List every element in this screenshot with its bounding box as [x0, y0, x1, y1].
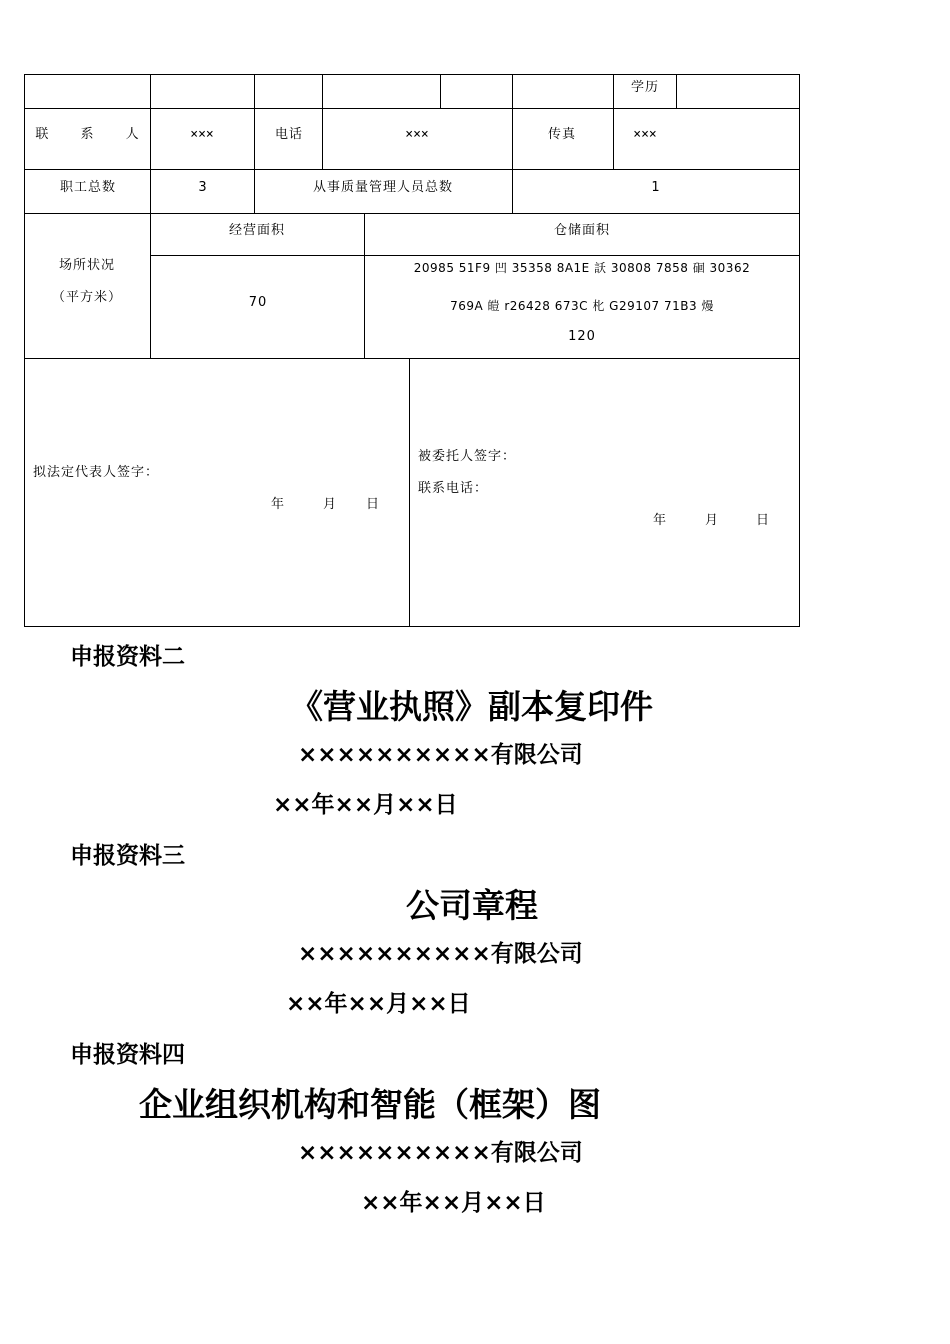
storage-garbled-line1: 20985 51F9 凹 35358 8A1E 訞 30808 7858 硘 30362	[413, 261, 751, 275]
entrusted-date-day: 日	[756, 513, 771, 528]
company-name: ××××××××××有限公司	[298, 1140, 583, 1166]
fax-value: ×××	[633, 127, 657, 142]
fax-label: 传真	[547, 127, 577, 142]
qm-staff-value: 1	[651, 180, 661, 195]
business-area-label: 经营面积	[228, 223, 286, 238]
company-name: ××××××××××有限公司	[298, 742, 583, 768]
entrusted-sign-label: 被委托人签字：	[418, 449, 517, 464]
staff-total-label: 职工总数	[59, 180, 117, 195]
staff-total-value: 3	[198, 180, 208, 195]
entrusted-date-year: 年	[653, 513, 668, 528]
legal-rep-date-month: 月	[323, 497, 338, 512]
storage-area-label: 仓储面积	[553, 223, 611, 238]
legal-rep-date-year: 年	[271, 497, 286, 512]
section-date: ××年××月××日	[361, 1190, 546, 1216]
phone-value: ×××	[405, 127, 429, 142]
section-date: ××年××月××日	[286, 991, 471, 1017]
legal-rep-sign-label: 拟法定代表人签字：	[33, 465, 160, 480]
section-label: 申报资料四	[70, 1042, 185, 1068]
education-label: 学历	[630, 80, 660, 95]
section-title: 公司章程	[406, 886, 538, 925]
qm-staff-label: 从事质量管理人员总数	[312, 180, 454, 195]
storage-garbled-line2: 769A 皚 r26428 673C 朼 G29107 71B3 熳	[450, 299, 714, 313]
section-date: ××年××月××日	[273, 792, 458, 818]
storage-area-value: 120	[568, 329, 596, 344]
company-name: ××××××××××有限公司	[298, 941, 583, 967]
site-label-line2: （平方米）	[51, 290, 123, 305]
application-form-table	[24, 74, 800, 627]
legal-rep-date-day: 日	[366, 497, 381, 512]
section-label: 申报资料二	[70, 644, 185, 670]
section-title: 《营业执照》副本复印件	[290, 687, 653, 726]
business-area-value: 70	[248, 295, 268, 310]
section-title: 企业组织机构和智能（框架）图	[139, 1085, 601, 1124]
section-label: 申报资料三	[70, 843, 185, 869]
site-label-line1: 场所状况	[58, 258, 116, 273]
contact-person-value: ×××	[190, 127, 214, 142]
phone-label: 电话	[274, 127, 304, 142]
entrusted-date-month: 月	[705, 513, 720, 528]
entrusted-phone-label: 联系电话：	[418, 481, 489, 496]
contact-person-label: 联 系 人	[35, 127, 153, 142]
